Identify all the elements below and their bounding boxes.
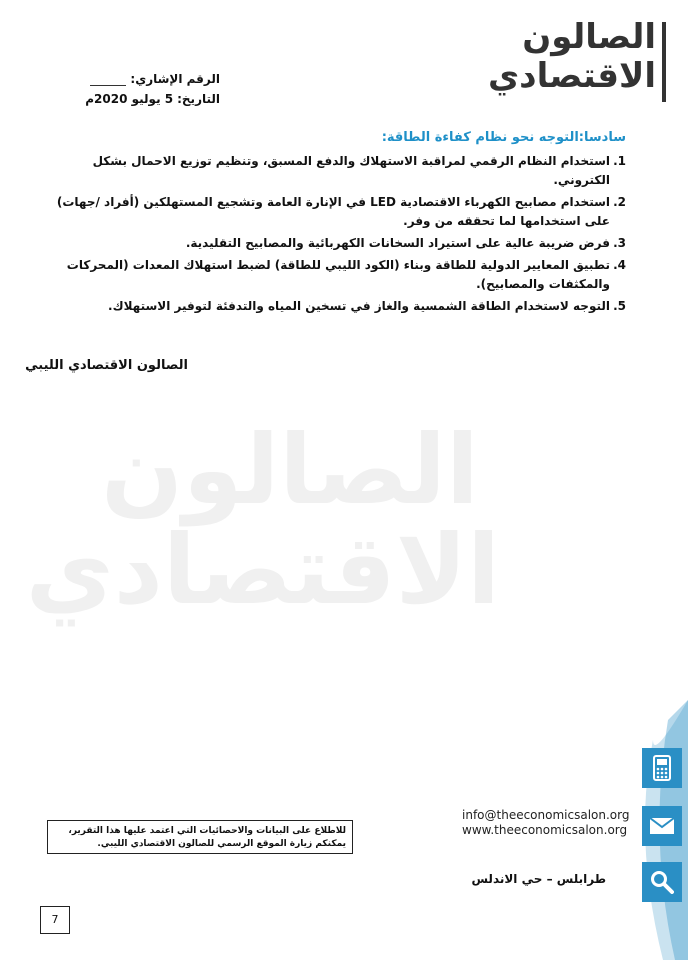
list-item (56, 193, 626, 231)
logo-line-2: الاقتصادي (488, 56, 656, 96)
list-item-text: استخدام النظام الرقمي لمراقبة الاستهلاك والدفع المسبق، وتنظيم توزيع الاحمال بشكل الكتروني. (92, 154, 610, 187)
list-item-text: فرض ضريبة عالية على استيراد السخانات الكهربائية والمصابيح التقليدية. (185, 236, 610, 250)
signature: الصالون الاقتصادي الليبي (25, 358, 188, 373)
page-number: 7 (40, 906, 70, 934)
list-item-number: 3. (613, 236, 626, 250)
section-title: سادسا:التوجه نحو نظام كفاءة الطاقة: (381, 130, 626, 145)
reference-number-row (90, 66, 220, 86)
list-item-text: استخدام مصابيح الكهرباء الاقتصادية LED في الإنارة العامة وتشجيع المستهلكين (أفراد /جهات) على استخدامها لما تحققه من وفر. (56, 195, 610, 228)
date-row (85, 86, 220, 106)
mail-icon (642, 806, 682, 846)
phone-icon (642, 748, 682, 788)
list-item-number: 2. (613, 195, 626, 209)
recommendation-list (56, 152, 626, 319)
address: طرابلس – حي الاندلس (471, 872, 606, 886)
list-item (56, 152, 626, 190)
list-item-number: 4. (613, 258, 626, 272)
logo-line-1: الصالون (522, 17, 656, 57)
email-link[interactable]: info@theeconomicsalon.org (462, 808, 630, 822)
date-value: 5 يوليو 2020م (85, 92, 174, 106)
list-item-number: 5. (613, 299, 626, 313)
reference-number-line (90, 84, 126, 86)
reference-block (85, 66, 220, 106)
reference-number-label: الرقم الإشاري: (130, 72, 220, 86)
salon-logo (488, 17, 666, 104)
list-item-text: التوجه لاستخدام الطاقة الشمسية والغاز في تسخين المياه والتدفئة لتوفير الاستهلاك. (108, 299, 610, 313)
watermark-line-2: الاقتصادي (25, 514, 500, 626)
contact-block (462, 808, 632, 838)
list-item (56, 256, 626, 294)
list-item (56, 297, 626, 316)
watermark-line-1: الصالون (101, 414, 479, 526)
logo-bar (662, 22, 666, 102)
date-label: التاريخ: (177, 92, 220, 106)
list-item-text: تطبيق المعايير الدولية للطاقة وبناء (الكود الليبي للطاقة) لضبط استهلاك المعدات (المحركات والمكثفات والمصابيح). (66, 258, 610, 291)
list-item-number: 1. (613, 154, 626, 168)
data-source-note: للاطلاع على البيانات والاحصائيات التي اعتمد عليها هذا التقرير، يمكنكم زيارة الموقع الرسمي للصالون الاقتصادي الليبي. (47, 820, 353, 854)
list-item (56, 234, 626, 253)
side-decoration (633, 700, 688, 960)
watermark-logo (25, 414, 500, 626)
search-icon (642, 862, 682, 902)
website-link[interactable]: www.theeconomicsalon.org (462, 823, 628, 837)
